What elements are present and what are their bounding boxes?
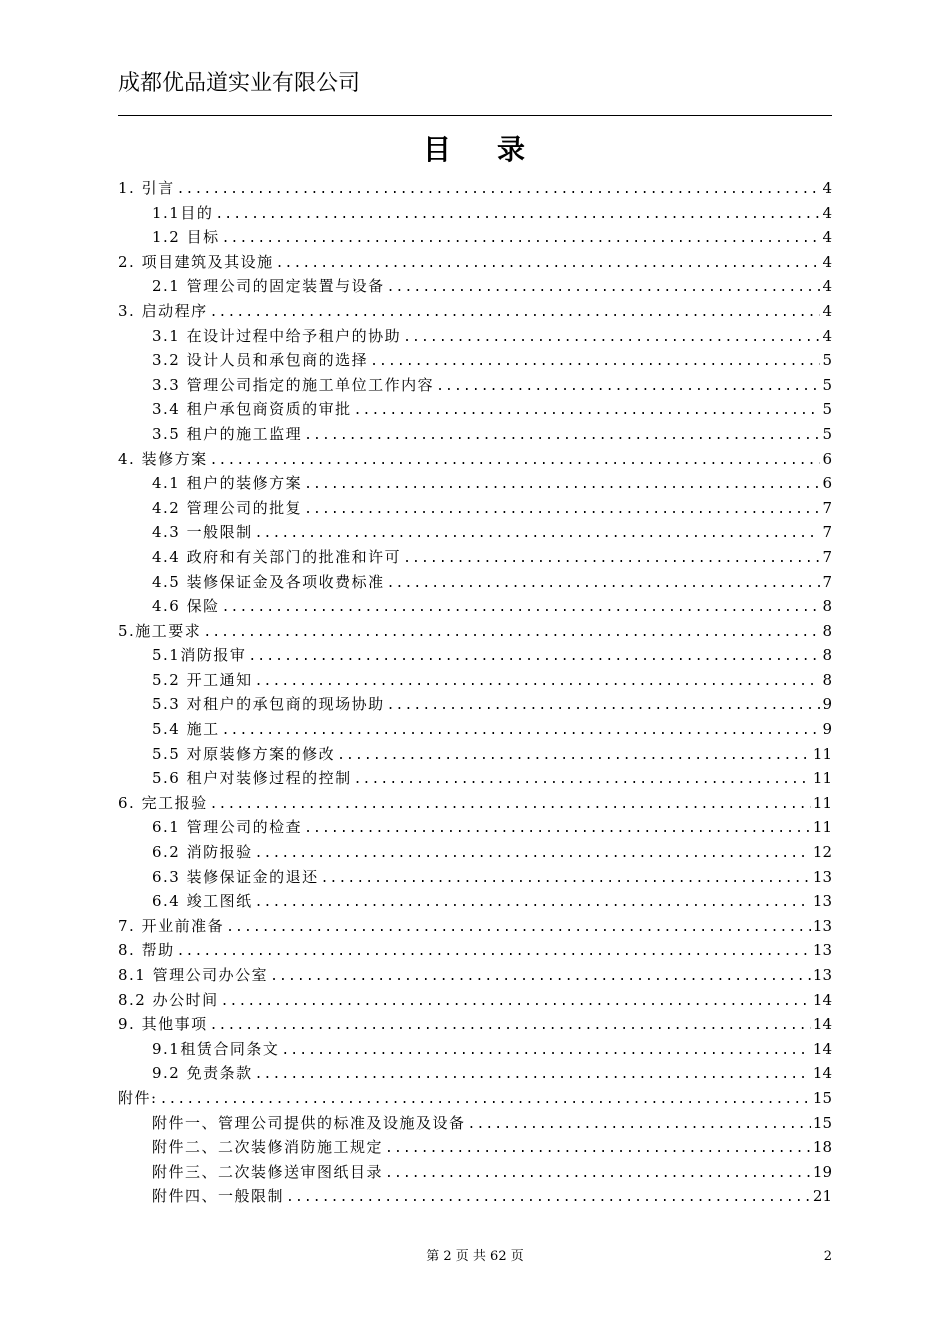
toc-dot-leader xyxy=(255,670,820,695)
toc-entry-page: 4 xyxy=(822,252,832,271)
toc-entry[interactable] xyxy=(118,988,832,1013)
toc-entry-label: 1. 引言 xyxy=(118,179,175,197)
toc-entry-page: 11 xyxy=(812,818,832,837)
toc-entry[interactable] xyxy=(118,692,832,717)
toc-entry-page: 15 xyxy=(812,1113,832,1132)
toc-entry-label: 4.1 租户的装修方案 xyxy=(152,474,303,493)
toc-dot-leader xyxy=(304,817,811,842)
toc-dot-leader xyxy=(387,572,820,597)
toc-entry[interactable] xyxy=(118,1160,832,1185)
toc-entry[interactable] xyxy=(118,1135,832,1160)
toc-entry-label: 4. 装修方案 xyxy=(118,449,208,468)
toc-entry-label: 6. 完工报验 xyxy=(118,793,208,812)
toc-entry[interactable] xyxy=(118,742,832,767)
toc-entry-label: 3. 启动程序 xyxy=(118,301,208,320)
toc-entry[interactable] xyxy=(118,791,832,816)
toc-entry-page: 9 xyxy=(822,695,832,714)
toc-entry[interactable] xyxy=(118,1037,832,1062)
toc-dot-leader xyxy=(468,1113,811,1138)
toc-entry-page: 7 xyxy=(822,572,832,591)
toc-entry-page: 4 xyxy=(822,203,832,222)
toc-entry-label: 9.2 免责条款 xyxy=(152,1064,253,1083)
toc-entry-label: 5.5 对原装修方案的修改 xyxy=(152,744,336,763)
toc-entry-page: 13 xyxy=(812,867,832,886)
toc-entry[interactable] xyxy=(118,643,832,668)
toc-entry[interactable] xyxy=(118,176,832,201)
toc-dot-leader xyxy=(255,891,811,916)
toc-dot-leader xyxy=(354,768,811,793)
toc-dot-leader xyxy=(354,399,820,424)
toc-entry[interactable] xyxy=(118,570,832,595)
header-divider xyxy=(118,115,832,116)
toc-entry[interactable] xyxy=(118,889,832,914)
toc-entry-label: 4.3 一般限制 xyxy=(152,523,253,542)
toc-entry-label: 9.1租赁合同条文 xyxy=(152,1039,280,1058)
toc-dot-leader xyxy=(403,326,820,351)
toc-entry[interactable] xyxy=(118,938,832,963)
toc-entry-label: 3.3 管理公司指定的施工单位工作内容 xyxy=(152,375,435,394)
toc-entry[interactable] xyxy=(118,545,832,570)
toc-entry-label: 4.5 装修保证金及各项收费标准 xyxy=(152,572,385,591)
toc-dot-leader xyxy=(276,252,820,277)
toc-entry-page: 7 xyxy=(822,523,832,542)
toc-entry[interactable] xyxy=(118,496,832,521)
toc-entry[interactable] xyxy=(118,914,832,939)
toc-entry-page: 4 xyxy=(822,179,832,197)
toc-dot-leader xyxy=(270,965,811,990)
toc-entry-label: 6.2 消防报验 xyxy=(152,843,253,862)
toc-entry[interactable] xyxy=(118,422,832,447)
toc-entry-page: 19 xyxy=(812,1162,832,1181)
toc-dot-leader xyxy=(215,203,820,228)
toc-dot-leader xyxy=(160,1088,811,1113)
toc-entry-page: 13 xyxy=(812,966,832,984)
toc-heading-part2: 录 xyxy=(497,133,528,166)
toc-dot-leader xyxy=(210,449,820,474)
toc-entry[interactable] xyxy=(118,1184,832,1209)
toc-entry-page: 8 xyxy=(822,670,832,689)
toc-entry[interactable] xyxy=(118,201,832,226)
toc-dot-leader xyxy=(403,547,820,572)
toc-dot-leader xyxy=(255,842,811,867)
toc-entry[interactable] xyxy=(118,963,832,988)
toc-dot-leader xyxy=(255,522,820,547)
toc-entry-label: 7. 开业前准备 xyxy=(118,916,225,935)
toc-entry-label: 5.施工要求 xyxy=(118,621,202,640)
toc-entry[interactable] xyxy=(118,1086,832,1111)
toc-entry[interactable] xyxy=(118,324,832,349)
toc-entry[interactable] xyxy=(118,520,832,545)
toc-dot-leader xyxy=(304,424,820,449)
toc-entry-page: 13 xyxy=(812,941,832,960)
toc-entry-label: 5.1消防报审 xyxy=(152,646,247,665)
toc-dot-leader xyxy=(387,276,820,301)
toc-entry-label: 附件一、管理公司提供的标准及设施及设备 xyxy=(152,1113,466,1132)
toc-dot-leader xyxy=(321,867,811,892)
toc-entry[interactable] xyxy=(118,865,832,890)
toc-entry-page: 8 xyxy=(822,646,832,665)
toc-entry-label: 5.6 租户对装修过程的控制 xyxy=(152,769,352,788)
toc-entry-page: 6 xyxy=(822,474,832,493)
toc-dot-leader xyxy=(248,645,820,670)
toc-dot-leader xyxy=(222,719,820,744)
toc-dot-leader xyxy=(370,350,820,375)
toc-entry[interactable] xyxy=(118,299,832,324)
toc-dot-leader xyxy=(281,1039,811,1064)
toc-entry-label: 2.1 管理公司的固定装置与设备 xyxy=(152,277,385,296)
toc-entry-page: 11 xyxy=(812,744,832,763)
toc-entry-page: 4 xyxy=(822,277,832,296)
toc-entry-page: 14 xyxy=(812,1039,832,1058)
toc-entry[interactable] xyxy=(118,668,832,693)
toc-entry-label: 9. 其他事项 xyxy=(118,1015,208,1034)
toc-entry-page: 14 xyxy=(812,1015,832,1034)
toc-entry[interactable] xyxy=(118,840,832,865)
toc-entry-label: 2. 项目建筑及其设施 xyxy=(118,252,274,271)
toc-entry-page: 4 xyxy=(822,301,832,320)
toc-entry[interactable] xyxy=(118,619,832,644)
toc-dot-leader xyxy=(221,990,811,1015)
toc-entry[interactable] xyxy=(118,348,832,373)
toc-entry-page: 18 xyxy=(812,1138,832,1157)
company-name: 成都优品道实业有限公司 xyxy=(118,71,361,96)
toc-dot-leader xyxy=(385,1162,811,1187)
toc-dot-leader xyxy=(286,1186,811,1211)
toc-entry-page: 14 xyxy=(812,1064,832,1083)
table-of-contents xyxy=(118,176,832,1209)
toc-dot-leader xyxy=(387,694,820,719)
toc-entry-page: 7 xyxy=(822,498,832,517)
toc-dot-leader xyxy=(210,301,820,326)
toc-entry-page: 14 xyxy=(812,990,832,1009)
toc-dot-leader xyxy=(337,744,811,769)
toc-entry-label: 5.4 施工 xyxy=(152,720,220,739)
toc-entry-label: 8.1 管理公司办公室 xyxy=(118,966,269,984)
toc-entry-page: 4 xyxy=(822,326,832,345)
toc-dot-leader xyxy=(436,375,820,400)
toc-entry[interactable] xyxy=(118,373,832,398)
toc-entry-page: 7 xyxy=(822,547,832,566)
toc-entry-page: 13 xyxy=(812,892,832,911)
toc-entry-page: 15 xyxy=(812,1088,832,1107)
toc-dot-leader xyxy=(177,940,811,965)
toc-entry-label: 3.1 在设计过程中给予租户的协助 xyxy=(152,326,402,345)
toc-dot-leader xyxy=(255,1063,811,1088)
toc-entry[interactable] xyxy=(118,274,832,299)
toc-dot-leader xyxy=(210,1014,811,1039)
toc-entry-page: 5 xyxy=(822,351,832,370)
toc-entry[interactable] xyxy=(118,471,832,496)
toc-entry-label: 3.2 设计人员和承包商的选择 xyxy=(152,351,369,370)
toc-entry[interactable] xyxy=(118,594,832,619)
toc-entry-page: 21 xyxy=(812,1187,832,1206)
toc-entry[interactable] xyxy=(118,397,832,422)
toc-entry-label: 8. 帮助 xyxy=(118,941,175,960)
toc-entry-label: 8.2 办公时间 xyxy=(118,990,219,1009)
toc-entry-page: 4 xyxy=(822,228,832,247)
toc-entry-label: 附件三、二次装修送审图纸目录 xyxy=(152,1162,384,1181)
toc-entry-label: 4.2 管理公司的批复 xyxy=(152,498,303,517)
toc-dot-leader xyxy=(177,178,820,203)
toc-entry-label: 4.6 保险 xyxy=(152,597,220,616)
toc-dot-leader xyxy=(304,498,820,523)
toc-entry-page: 8 xyxy=(822,597,832,616)
toc-entry-label: 5.3 对租户的承包商的现场协助 xyxy=(152,695,385,714)
footer-page-info: 第 2 页 共 62 页 xyxy=(426,1249,524,1264)
toc-entry-label: 1.1目的 xyxy=(152,203,214,222)
toc-entry-page: 13 xyxy=(812,916,832,935)
toc-entry-label: 4.4 政府和有关部门的批准和许可 xyxy=(152,547,402,566)
toc-entry-page: 6 xyxy=(822,449,832,468)
toc-entry-label: 附件四、一般限制 xyxy=(152,1187,285,1206)
toc-entry-page: 5 xyxy=(822,375,832,394)
toc-entry-label: 5.2 开工通知 xyxy=(152,670,253,689)
toc-entry-page: 9 xyxy=(822,720,832,739)
toc-entry-page: 8 xyxy=(822,621,832,640)
toc-entry-page: 12 xyxy=(812,843,832,862)
toc-entry[interactable] xyxy=(118,225,832,250)
toc-dot-leader xyxy=(203,621,820,646)
footer-page-number: 2 xyxy=(823,1249,832,1264)
toc-entry[interactable] xyxy=(118,815,832,840)
toc-entry-page: 11 xyxy=(812,793,832,812)
toc-dot-leader xyxy=(222,596,820,621)
toc-entry[interactable] xyxy=(118,250,832,275)
toc-dot-leader xyxy=(385,1137,811,1162)
toc-heading xyxy=(0,132,950,168)
toc-entry[interactable] xyxy=(118,447,832,472)
toc-entry-page: 11 xyxy=(812,769,832,788)
toc-heading-part1: 目 xyxy=(422,133,453,166)
toc-entry-label: 6.1 管理公司的检查 xyxy=(152,818,303,837)
toc-entry-label: 6.4 竣工图纸 xyxy=(152,892,253,911)
toc-entry-label: 3.5 租户的施工监理 xyxy=(152,424,303,443)
toc-entry-page: 5 xyxy=(822,424,832,443)
toc-dot-leader xyxy=(304,473,820,498)
toc-entry-label: 1.2 目标 xyxy=(152,228,220,247)
toc-entry[interactable] xyxy=(118,1012,832,1037)
toc-dot-leader xyxy=(226,916,811,941)
toc-entry[interactable] xyxy=(118,766,832,791)
toc-entry-label: 6.3 装修保证金的退还 xyxy=(152,867,319,886)
toc-dot-leader xyxy=(222,227,820,252)
toc-entry[interactable] xyxy=(118,717,832,742)
toc-entry-label: 附件: xyxy=(118,1088,158,1107)
toc-entry[interactable] xyxy=(118,1061,832,1086)
toc-entry-label: 附件二、二次装修消防施工规定 xyxy=(152,1138,384,1157)
toc-entry-page: 5 xyxy=(822,400,832,419)
toc-dot-leader xyxy=(210,793,811,818)
toc-entry-label: 3.4 租户承包商资质的审批 xyxy=(152,400,352,419)
toc-entry[interactable] xyxy=(118,1111,832,1136)
